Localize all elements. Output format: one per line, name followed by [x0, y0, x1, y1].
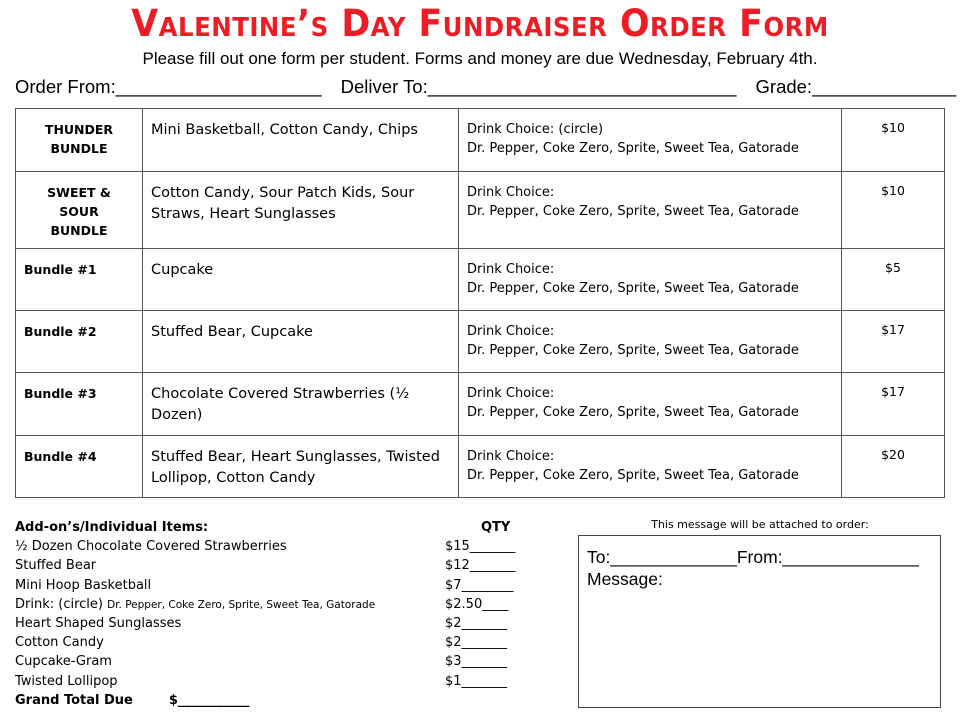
bundle-name: Bundle #4 — [16, 436, 143, 498]
bundle-price: $20 — [842, 436, 945, 498]
bundle-row — [16, 373, 945, 436]
addon-qty-field[interactable]: $3_______ — [445, 654, 508, 670]
drink-choice[interactable]: Drink Choice: Dr. Pepper, Coke Zero, Sprite, Sweet Tea, Gatorade — [459, 249, 842, 311]
addon-qty-field[interactable]: $12_______ — [445, 558, 516, 574]
bundle-items: Stuffed Bear, Cupcake — [143, 311, 459, 373]
addon-qty-field[interactable]: $2_______ — [445, 635, 508, 651]
bundle-name: SWEET & SOUR BUNDLE — [16, 172, 143, 249]
grand-total-field[interactable]: $___________ — [168, 692, 250, 708]
qty-label: QTY — [481, 520, 511, 535]
bundle-items: Stuffed Bear, Heart Sunglasses, Twisted Lollipop, Cotton Candy — [143, 436, 459, 498]
addon-qty-field[interactable]: $2_______ — [445, 615, 508, 631]
addons-section — [15, 518, 555, 710]
bundle-items: Mini Basketball, Cotton Candy, Chips — [143, 109, 459, 172]
drink-choice[interactable]: Drink Choice: Dr. Pepper, Coke Zero, Sprite, Sweet Tea, Gatorade — [459, 373, 842, 436]
addon-item: Cotton Candy $2_______ — [15, 633, 555, 652]
bundle-items: Cotton Candy, Sour Patch Kids, Sour Straws, Heart Sunglasses — [143, 172, 459, 249]
drink-choice[interactable]: Drink Choice: Dr. Pepper, Coke Zero, Sprite, Sweet Tea, Gatorade — [459, 172, 842, 249]
addon-item: Cupcake-Gram $3_______ — [15, 652, 555, 671]
bundle-row — [16, 436, 945, 498]
message-label: Message: — [587, 569, 663, 589]
bundle-price: $10 — [842, 172, 945, 249]
bundle-name: Bundle #3 — [16, 373, 143, 436]
order-info-line — [15, 76, 957, 98]
grand-total-row — [15, 691, 555, 710]
order-from-field[interactable]: Order From:____________________ — [15, 76, 322, 97]
bundle-row — [16, 249, 945, 311]
addon-item: Mini Hoop Basketball $7________ — [15, 576, 555, 595]
drink-options-note[interactable]: Dr. Pepper, Coke Zero, Sprite, Sweet Tea, Gatorade — [107, 598, 376, 611]
addons-header — [15, 518, 555, 537]
addon-qty-field[interactable]: $7________ — [445, 577, 514, 593]
page-title: Valentine’s Day Fundraiser Order Form — [131, 2, 829, 45]
addon-item: ½ Dozen Chocolate Covered Strawberries $15_______ — [15, 537, 555, 556]
bundle-row — [16, 109, 945, 172]
bundle-price: $10 — [842, 109, 945, 172]
to-from-line[interactable]: To:_____________From:______________ — [587, 547, 919, 567]
drink-choice[interactable]: Drink Choice: (circle) Dr. Pepper, Coke Zero, Sprite, Sweet Tea, Gatorade — [459, 109, 842, 172]
bundle-price: $17 — [842, 373, 945, 436]
bundle-row — [16, 172, 945, 249]
message-caption: This message will be attached to order: — [651, 518, 869, 531]
addon-item: Drink: (circle) Dr. Pepper, Coke Zero, Sprite, Sweet Tea, Gatorade $2.50____ — [15, 595, 555, 614]
bundle-row — [16, 311, 945, 373]
bundle-name: THUNDER BUNDLE — [16, 109, 143, 172]
grade-field[interactable]: Grade:______________ — [755, 76, 957, 97]
addon-item: Twisted Lollipop $1_______ — [15, 672, 555, 691]
bundle-table — [15, 108, 945, 498]
addons-heading: Add-on’s/Individual Items: — [15, 520, 209, 535]
instructions: Please fill out one form per student. Forms and money are due Wednesday, February 4th. — [142, 49, 818, 68]
bundle-name: Bundle #1 — [16, 249, 143, 311]
bundle-name: Bundle #2 — [16, 311, 143, 373]
addon-item: Stuffed Bear $12_______ — [15, 556, 555, 575]
deliver-to-field[interactable]: Deliver To:______________________________ — [340, 76, 737, 97]
grand-total-label: Grand Total Due — [15, 692, 133, 708]
addon-qty-field[interactable]: $15_______ — [445, 539, 516, 555]
drink-choice[interactable]: Drink Choice: Dr. Pepper, Coke Zero, Sprite, Sweet Tea, Gatorade — [459, 436, 842, 498]
addon-item: Heart Shaped Sunglasses $2_______ — [15, 614, 555, 633]
drink-choice[interactable]: Drink Choice: Dr. Pepper, Coke Zero, Sprite, Sweet Tea, Gatorade — [459, 311, 842, 373]
addon-qty-field[interactable]: $1_______ — [445, 673, 508, 689]
bundle-price: $17 — [842, 311, 945, 373]
bundle-items: Chocolate Covered Strawberries (½ Dozen) — [143, 373, 459, 436]
addon-qty-field[interactable]: $2.50____ — [445, 596, 509, 612]
bundle-price: $5 — [842, 249, 945, 311]
bundle-items: Cupcake — [143, 249, 459, 311]
message-box[interactable] — [578, 535, 941, 708]
